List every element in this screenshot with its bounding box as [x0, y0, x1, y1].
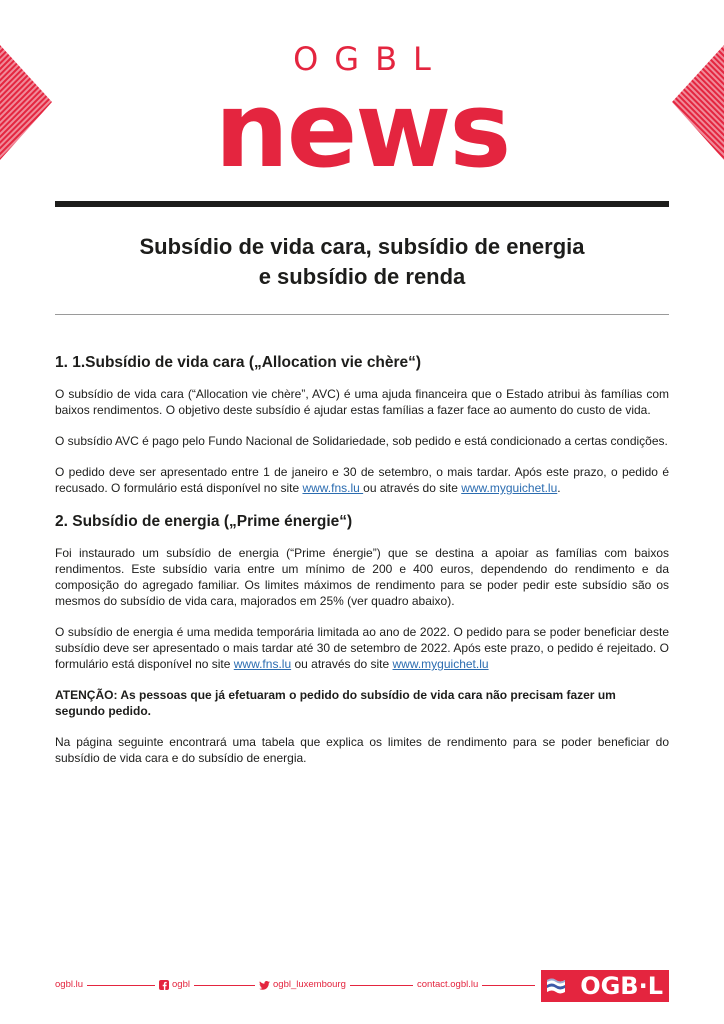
section-2-paragraph-3: Na página seguinte encontrará uma tabela que explica os limites de rendimento para se poder beneficiar do subsídio de vida cara e do subsídio de energia.: [55, 735, 669, 765]
ogbl-logo: [541, 970, 669, 1002]
brand-name: OGBL: [293, 40, 447, 78]
section-1-paragraph-3-end: .: [557, 481, 561, 495]
brand-news: news: [214, 69, 510, 191]
section-2-paragraph-2: [55, 624, 669, 672]
section-1-paragraph-3-text: O pedido deve ser apresentado entre 1 de janeiro e 30 de setembro, o mais tardar. Após este prazo, o pedido é recusado. O formulário está disponível no site: [55, 465, 669, 495]
header-divider: [55, 201, 669, 207]
fns-link[interactable]: www.fns.lu: [302, 481, 364, 495]
section-1-heading: 1. 1.Subsídio de vida cara („Allocation vie chère“): [55, 354, 422, 371]
myguichet-link[interactable]: www.myguichet.lu: [461, 481, 558, 495]
flag-icon: [545, 976, 567, 996]
footer-website[interactable]: [51, 978, 87, 992]
title-line-2: e subsídio de renda: [258, 264, 466, 289]
title-line-1: Subsídio de vida cara, subsídio de energia: [139, 234, 585, 259]
myguichet-link-2[interactable]: www.myguichet.lu: [392, 657, 489, 671]
section-1-paragraph-2: O subsídio AVC é pago pelo Fundo Nacional de Solidariedade, sob pedido e está condicionado a certas condições.: [55, 434, 668, 448]
twitter-icon: [259, 981, 270, 990]
section-1-paragraph-1: O subsídio de vida cara (“Allocation vie chère”, AVC) é uma ajuda financeira que o Estado atribui às famílias com baixos rendimentos. O objetivo deste subsídio é ajudar estas famílias a fazer face ao aumento do custo de vida.: [55, 387, 669, 417]
fns-link-2[interactable]: www.fns.lu: [233, 657, 292, 671]
logo-text: OGB·L: [580, 972, 663, 1000]
facebook-icon: [159, 980, 169, 990]
footer-twitter-label: ogbl_luxembourg: [273, 979, 346, 990]
warning-note: ATENÇÃO: As pessoas que já efetuaram o pedido do subsídio de vida cara não precisam fazer um segundo pedido.: [55, 688, 616, 718]
masthead: [0, 40, 724, 191]
article-body: [55, 352, 669, 781]
document-title: [55, 232, 669, 292]
footer-email-label: contact.ogbl.lu: [417, 979, 479, 990]
footer-twitter[interactable]: [255, 978, 350, 992]
section-2-paragraph-1: Foi instaurado um subsídio de energia (“Prime énergie”) que se destina a apoiar as famílias com baixos rendimentos. Este subsídio varia entre um mínimo de 200 e 400 euros, dependendo do rendimento e da composição do agregado familiar. Os limites máximos de rendimento para se poder pedir este subsídio são os mesmos do subsídio de vida cara, majorados em 25% (ver quadro abaixo).: [55, 546, 669, 608]
section-2-paragraph-2-text: O subsídio de energia é uma medida temporária limitada ao ano de 2022. O pedido para se poder beneficiar deste subsídio deve ser apresentado o mais tardar até 30 de setembro de 2022. Após este prazo, o pedido é rejeitado. O formulário está disponível no site: [55, 625, 669, 671]
section-1-paragraph-3: [55, 464, 669, 496]
footer-facebook-label: ogbl: [172, 979, 190, 990]
section-1-paragraph-3-mid: ou através do site: [363, 481, 462, 495]
title-divider: [55, 314, 669, 315]
footer-website-label: ogbl.lu: [55, 979, 83, 990]
footer-email[interactable]: [413, 978, 482, 992]
section-2-paragraph-2-mid: ou através do site: [291, 657, 393, 671]
footer-facebook[interactable]: [155, 978, 194, 992]
section-2-heading: 2. Subsídio de energia („Prime énergie“): [55, 513, 353, 530]
footer: [55, 970, 669, 1002]
